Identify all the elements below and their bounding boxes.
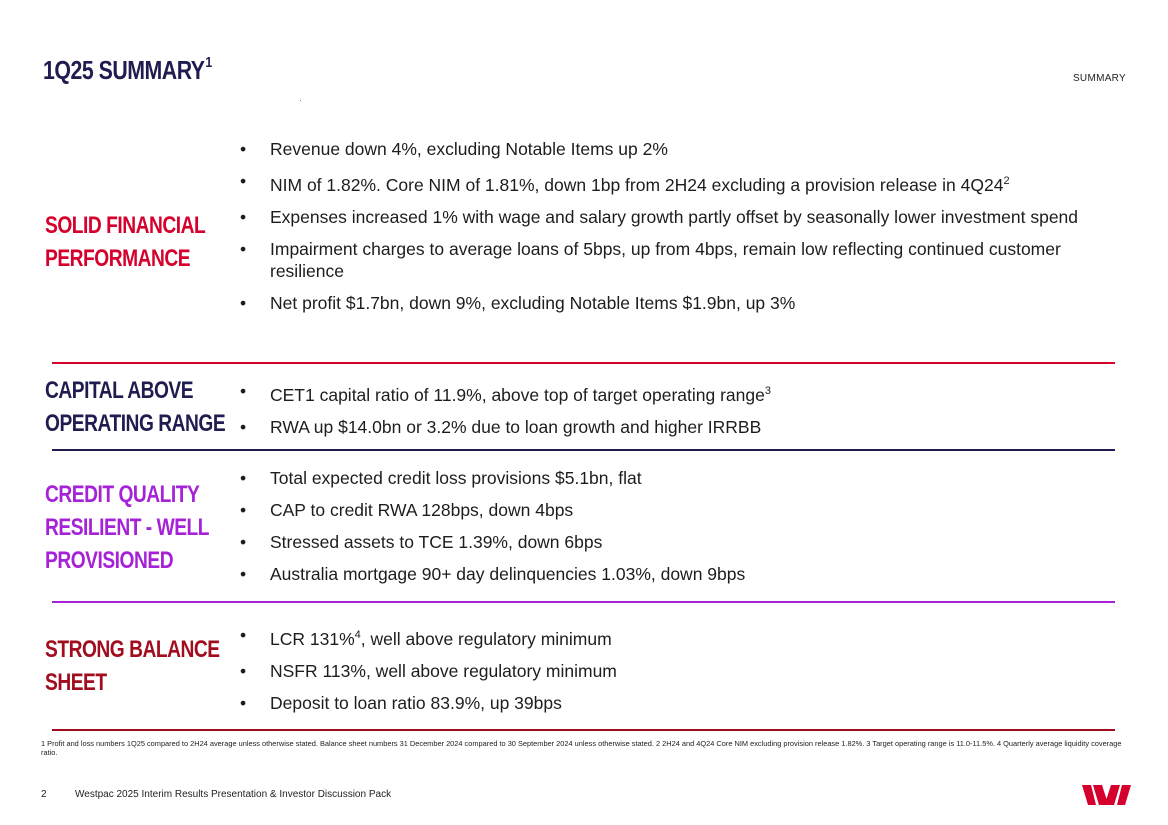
page-title-text: 1Q25 SUMMARY	[43, 55, 205, 85]
footer-title: Westpac 2025 Interim Results Presentation & Investor Discussion Pack	[75, 789, 392, 800]
list-item: • NIM of 1.82%. Core NIM of 1.81%, down 1bp from 2H24 excluding a provision release in $4Q24^2$	[240, 170, 1118, 196]
section-heading-credit-quality: CREDIT QUALITY RESILIENT - WELL PROVISIONED	[45, 481, 209, 574]
westpac-logo-icon	[1082, 785, 1131, 805]
bullet-list-balance-sheet	[240, 624, 1118, 724]
list-item: • Revenue down 4%, excluding Notable Items up 2%	[240, 138, 1118, 160]
list-item: • Net profit $1.7bn, down 9%, excluding Notable Items $1.9bn, up 3%	[240, 292, 1118, 314]
list-item: • Impairment charges to average loans of 5bps, up from 4bps, remain low reflecting continued customer resilience	[240, 238, 1118, 282]
page-title	[43, 54, 212, 86]
list-item: • Stressed assets to TCE 1.39%, down 6bps	[240, 531, 1118, 553]
section-divider	[52, 449, 1115, 451]
title-footnote-ref: 1	[205, 54, 212, 71]
footnote-ref: 2	[1003, 175, 1010, 187]
list-item: • Expenses increased 1% with wage and salary growth partly offset by seasonally lower investment spend	[240, 206, 1118, 228]
section-divider	[52, 729, 1115, 731]
list-item: • CET1 capital ratio of 11.9%, above top of target operating range$^3$	[240, 380, 1118, 406]
list-item: • Australia mortgage 90+ day delinquencies 1.03%, down 9bps	[240, 563, 1118, 585]
section-heading-capital: CAPITAL ABOVE OPERATING RANGE	[45, 377, 226, 437]
section-divider	[52, 601, 1115, 603]
section-label: SUMMARY	[1072, 73, 1126, 84]
footnote-ref: 4	[354, 629, 361, 641]
section-heading-financial-performance: SOLID FINANCIAL PERFORMANCE	[45, 212, 205, 272]
bullet-list-credit-quality	[240, 467, 1118, 595]
page-number: 2	[41, 789, 47, 800]
footnote-ref: 3	[764, 385, 771, 397]
section-divider	[52, 362, 1115, 364]
list-item: • LCR 131%$^4$, well above regulatory minimum	[240, 624, 1118, 650]
bullet-list-financial-performance	[240, 138, 1118, 324]
footnote-text: 1 Profit and loss numbers 1Q25 compared to 2H24 average unless otherwise stated. Balance sheet numbers 31 December 2024 compared to 30 September 2024 unless otherwise stated. 2 2H24 and 4Q24 Core NIM excluding provision release 1.82%. 3 Target operating range is 11.0-11.5%. 4 Quarterly average liquidity coverage ratio.	[41, 739, 1122, 757]
list-item: • Deposit to loan ratio 83.9%, up 39bps	[240, 692, 1118, 714]
list-item: • Total expected credit loss provisions $5.1bn, flat	[240, 467, 1118, 489]
section-heading-balance-sheet: STRONG BALANCE SHEET	[45, 636, 220, 696]
list-item: • CAP to credit RWA 128bps, down 4bps	[240, 499, 1118, 521]
list-item: • RWA up $14.0bn or 3.2% due to loan growth and higher IRRBB	[240, 416, 1118, 438]
list-item: • NSFR 113%, well above regulatory minimum	[240, 660, 1118, 682]
bullet-list-capital	[240, 380, 1118, 448]
decorative-dot	[300, 100, 301, 101]
